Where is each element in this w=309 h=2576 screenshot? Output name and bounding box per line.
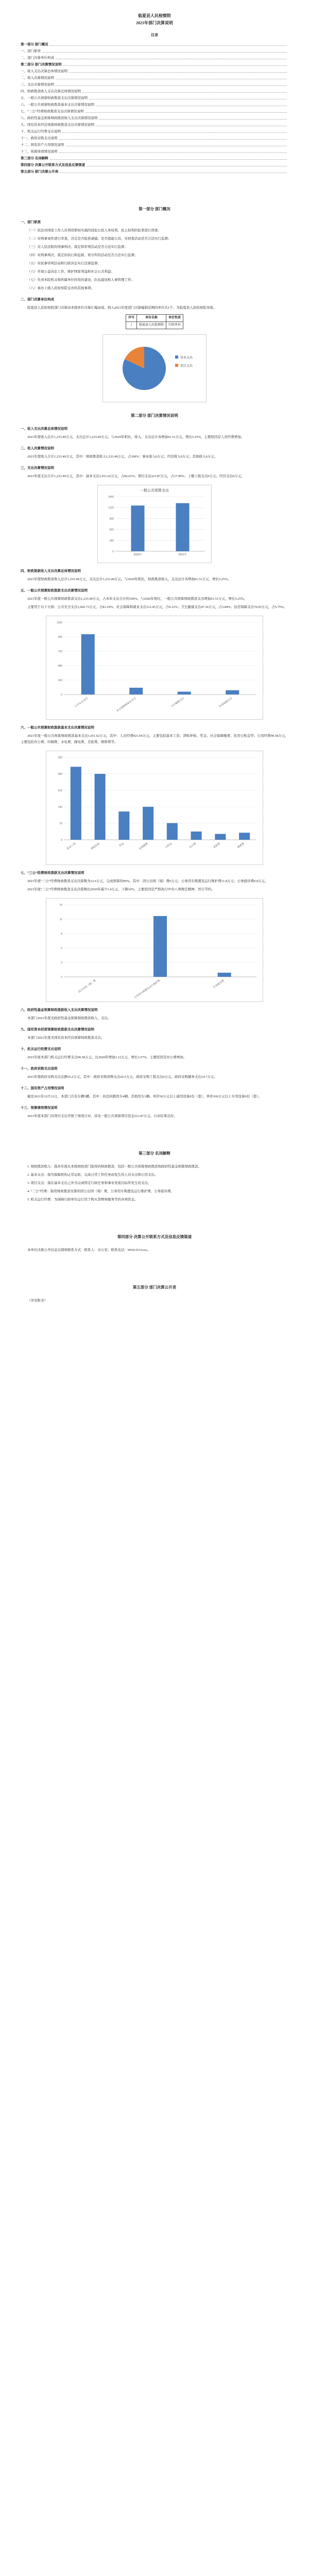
toc-item	[21, 155, 288, 162]
y-tick-label: 960	[58, 636, 62, 639]
toc-item-label: 三、支出决算情况说明	[21, 83, 54, 87]
toc-item-label: 第四部分 决算公开联系方式及信息反馈渠道	[21, 163, 85, 167]
x-tick-label: 维修费	[237, 842, 245, 850]
bar	[218, 973, 231, 977]
toc-item-label: 四、财政拨款收入支出决算总体情况说明	[21, 90, 81, 93]
legend-swatch	[175, 355, 178, 359]
bar	[153, 916, 167, 977]
section-heading: 十二、国有资产占用情况说明	[21, 1087, 64, 1090]
list-item: 2. 基本支出：指为保障机构正常运转、完成日常工作任务而发生的人员支出和公用支出。	[27, 1173, 158, 1177]
toc-item	[21, 75, 288, 81]
toc-item	[21, 88, 288, 95]
paragraph: 本部门2021年度无政府性基金预算财政拨款收入、支出。	[27, 1016, 111, 1020]
y-tick-label: 1120	[108, 506, 114, 510]
paragraph: 2021年度收入合计1,233.49万元，其中：财政拨款收入1,233.49万元，占100%；事业收入0万元；经营收入0万元；其他收入0万元。	[27, 455, 218, 459]
paragraph: 2021年度本部门对项目支出开展了绩效自评，涉及一般公共预算项目资金221.87万元，自评结果良好。	[27, 1114, 177, 1118]
bar	[215, 834, 226, 840]
table-row	[126, 322, 183, 329]
y-tick-label: 0	[61, 693, 62, 697]
x-tick-label: 2020年	[133, 553, 142, 556]
toc-item-label: 二、部门决算单位构成	[21, 56, 54, 60]
toc-item-label: 一、部门职责	[21, 49, 41, 53]
x-tick-label: 社会保障和就业支出	[116, 697, 137, 713]
toc-item-label: 第二部分 部门决算情况说明	[21, 63, 62, 66]
x-tick-label: 公务接待费	[212, 979, 225, 989]
part2-heading: 第二部分 部门决算情况说明	[131, 413, 178, 418]
part3-heading: 第三部分 名词解释	[139, 1151, 170, 1156]
y-tick-label: 14	[59, 904, 62, 907]
list-item: （三）对人民法院的刑事判决、裁定和审判活动是否合法实行监督；	[27, 245, 128, 249]
toc-item-label: 十、机关运行经费支出说明	[21, 130, 61, 133]
bar-chart	[46, 898, 263, 1002]
bar	[81, 634, 95, 694]
bar	[143, 807, 153, 840]
y-tick-label: 0	[61, 976, 62, 979]
part4-heading: 第四部分 决算公开联系方式及信息反馈渠道	[117, 1234, 192, 1239]
toc-item	[21, 162, 288, 168]
section-heading: 十、机关运行经费支出说明	[21, 1047, 61, 1051]
legend-label: 项目支出	[180, 365, 193, 368]
section-heading: 七、“三公”经费财政拨款支出决算情况说明	[21, 871, 84, 875]
toc-item-label: 六、一般公共预算财政拨款基本支出决算情况说明	[21, 103, 94, 107]
y-tick-label: 0	[61, 839, 62, 842]
section-heading: 八、政府性基金预算财政拨款收入支出决算情况说明	[21, 1008, 98, 1012]
bar	[95, 774, 106, 840]
bar	[176, 503, 190, 551]
toc-item	[21, 68, 288, 75]
table-cell: 行政单位	[166, 322, 183, 329]
x-tick-label: 奖金	[118, 842, 125, 848]
toc-item-label: 十一、政府采购支出说明	[21, 137, 58, 140]
y-tick-label: 720	[58, 650, 62, 653]
section-heading: 九、国有资本经营预算财政拨款支出决算情况说明	[21, 1028, 94, 1031]
list-item: 4. “三公”经费：指用财政拨款安排的因公出国（境）费、公务用车购置及运行维护费、公务接待费。	[27, 1190, 175, 1193]
paragraph: 截至2021年12月31日，本部门共有车辆5辆，其中：执法执勤用车4辆、其他用车1辆。单价50万元以上通用设备0台（套），单价100万元以上专用设备0台（套）。	[27, 1095, 262, 1098]
y-tick-label: 8	[61, 933, 62, 936]
toc-item	[21, 41, 288, 48]
toc-item-label: 第五部分 部门决算公开表	[21, 170, 59, 174]
y-tick-label: 3	[61, 961, 62, 964]
toc-item	[21, 142, 288, 148]
x-tick-label: 基本工资	[66, 842, 77, 851]
chart-title: 一般公共预算支出	[140, 489, 169, 493]
x-tick-label: 津贴补贴	[90, 842, 101, 851]
bar	[191, 832, 202, 840]
toc-item-label: 第三部分 名词解释	[21, 157, 48, 160]
y-tick-label: 11	[59, 918, 62, 921]
section-heading: 十三、预算绩效情况说明	[21, 1106, 58, 1110]
toc-item-label: 八、政府性基金预算财政拨款收入支出决算情况说明	[21, 116, 98, 120]
doc-title-org: 临夏县人民检察院	[138, 13, 171, 18]
bar	[71, 767, 81, 840]
list-item: （六）开展公益诉讼工作，维护国家利益和社会公共利益；	[27, 270, 114, 274]
x-tick-label: 公务用车购置及运行维护费	[133, 979, 161, 1000]
toc-item	[21, 81, 288, 88]
toc-item	[21, 108, 288, 115]
toc-item	[21, 95, 288, 101]
list-item: （四）对刑事判决、裁定的执行和监狱、看守所的活动是否合法实行监督；	[27, 253, 138, 257]
bar	[131, 505, 145, 551]
section-heading: 十一、政府采购支出说明	[21, 1067, 58, 1071]
toc-item	[21, 48, 288, 55]
toc-item-label: 九、国有资本经营预算财政拨款支出决算情况说明	[21, 123, 94, 127]
y-tick-label: 140	[58, 806, 62, 809]
toc-item	[21, 135, 288, 142]
x-tick-label: 公共安全支出	[74, 697, 89, 708]
section-heading: 一、收入支出决算总体情况说明	[21, 427, 67, 431]
glossary-list	[21, 1164, 288, 1203]
y-tick-label: 840	[109, 517, 114, 521]
part5-heading: 第五部分 部门决算公开表	[132, 1285, 177, 1290]
bar	[239, 833, 250, 840]
table-header-cell: 单位性质	[166, 315, 183, 322]
y-tick-label: 70	[59, 822, 62, 825]
toc-item	[21, 168, 288, 175]
bar-chart	[46, 616, 263, 720]
x-tick-label: 社保缴费	[138, 842, 149, 851]
paragraph: 2021年度支出合计1,233.49万元，其中：基本支出1,011.62万元，占82.01%；项目支出221.87万元，占17.99%；上缴上级支出0万元；经营支出0万元。	[27, 474, 245, 478]
toc-item-label: 二、收入决算情况说明	[21, 76, 54, 80]
section-heading: 六、一般公共预算财政拨款基本支出决算情况说明	[21, 726, 94, 730]
duties-list	[21, 228, 288, 292]
list-item: （一）依法对国家工作人员利用职权实施的侵犯公民人身权利、民主权利的犯罪进行侦查；	[27, 229, 161, 232]
y-tick-label: 6	[61, 947, 62, 950]
y-tick-label: 1200	[56, 621, 62, 624]
x-tick-label: 卫生健康支出	[170, 697, 185, 708]
toc-item	[21, 55, 288, 61]
y-tick-label: 480	[58, 665, 62, 668]
section-heading: 三、支出决算情况说明	[21, 466, 54, 470]
toc-heading: 目录	[151, 33, 158, 37]
toc-item	[21, 122, 288, 128]
x-tick-label: 办公费	[188, 842, 197, 850]
paragraph: 2021年度收入总计1,233.49万元，支出总计1,233.49万元。与2020年相比，收入、支出总计各增加61.51万元，增长5.25%，主要原因是人员经费增加。	[27, 435, 245, 439]
paragraph: 主要用于以下方面：公共安全支出1,002.73万元，占81.29%；社会保障和就业支出112.45万元，占9.12%；卫生健康支出47.36万元，占3.84%；住房保障支出70.95万元，占5.75%。	[27, 605, 287, 609]
bar	[129, 688, 143, 694]
section-heading: 四、财政拨款收入支出决算总体情况说明	[21, 569, 81, 573]
legend-swatch	[175, 364, 178, 367]
legend-label: 基本支出	[180, 357, 193, 360]
table-header-cell: 单位名称	[136, 315, 166, 322]
paragraph: 本单位决算公开信息反馈和联系方式：联系人：办公室；联系电话：0930-5511xxx。	[27, 1248, 151, 1252]
y-tick-label: 240	[58, 679, 62, 682]
paragraph: 2021年度本部门机关运行经费支出90.58万元，比2020年增加3.12万元，增长3.57%，主要原因是办公费增加。	[27, 1056, 187, 1059]
paragraph: 2021年度“三公”经费财政拨款支出决算数为12.6万元，完成预算的90%。其中：因公出国（境）费0万元；公务用车购置及运行维护费11.8万元；公务接待费0.8万元。	[27, 879, 268, 883]
list-item: （七）负责本院机关和所属单位的党的建设、队伍建设和人事管理工作；	[27, 278, 134, 282]
list-item: （五）对民事审判活动和行政诉讼实行法律监督；	[27, 262, 101, 265]
x-tick-label: 差旅费	[213, 842, 221, 850]
toc-item-label: 五、一般公共预算财政拨款支出决算情况说明	[21, 96, 88, 100]
paragraph: （详见附表）	[27, 1299, 47, 1302]
y-tick-label: 280	[58, 773, 62, 776]
bar	[178, 691, 191, 694]
paragraph: 临夏县人民检察院部门决算由本级单位决算汇编而成。纳入2021年度部门决算编制范围的单位共1个，为临夏县人民检察院本级。	[27, 306, 217, 310]
bar-chart	[46, 751, 263, 865]
y-tick-label: 560	[109, 528, 114, 532]
paragraph: 2021年度“三公”经费财政拨款支出决算数比2020年减少1.4万元，下降10%，主要原因是严格执行中央八项规定精神，厉行节约。	[27, 888, 215, 891]
units-table	[126, 314, 183, 329]
list-item: （二）对刑事案件进行审查，决定是否批准逮捕、是否提起公诉，对侦查活动是否合法实行监督；	[27, 237, 171, 241]
section-heading: 二、收入决算情况说明	[21, 447, 54, 450]
toc-item-label: 十三、预算绩效情况说明	[21, 150, 58, 154]
y-tick-label: 0	[112, 550, 114, 553]
toc-item-label: 第一部分 部门概况	[21, 43, 48, 46]
paragraph: 2021年度一般公共预算财政拨款基本支出1,011.62万元，其中：人员经费921.04万元，主要包括基本工资、津贴补贴、奖金、社会保障缴费、住房公积金等；公用经费90.58万元，主要包括办公费、印刷费、水电费、邮电费、差旅费、维修费等。	[21, 734, 288, 744]
section-heading: 二、部门决算单位构成	[21, 298, 54, 301]
table-header-cell: 序号	[126, 315, 136, 322]
paragraph: 本部门2021年度无国有资本经营预算财政拨款支出。	[27, 1036, 105, 1040]
paragraph: 2021年度财政拨款收入总计1,233.49万元，支出总计1,233.49万元。与2020年相比，财政拨款收入、支出总计各增加61.51万元，增长5.25%。	[27, 578, 231, 581]
x-tick-label: 公积金	[164, 842, 173, 850]
list-item: （八）承办上级人民检察院交办的其他事项。	[27, 286, 94, 290]
toc-item	[21, 61, 288, 68]
paragraph: 2021年度政府采购支出总额35.2万元，其中：政府采购货物支出20.5万元、政府采购工程支出0万元、政府采购服务支出14.7万元。	[27, 1075, 217, 1079]
part1-heading: 第一部分 部门概况	[139, 207, 170, 211]
toc-item	[21, 148, 288, 155]
section-heading: 一、部门职责	[21, 221, 41, 224]
x-tick-label: 2021年	[178, 553, 187, 556]
toc-item-label: 一、收入支出决算总体情况说明	[21, 70, 67, 73]
toc-item-label: 七、“三公”经费财政拨款支出决算情况说明	[21, 110, 84, 113]
x-tick-label: 住房保障支出	[218, 697, 233, 708]
y-tick-label: 350	[58, 756, 62, 759]
x-tick-label: 因公出国（境）费	[78, 979, 97, 994]
table-cell: 1	[126, 322, 136, 329]
section-heading: 五、一般公共预算财政拨款支出决算情况说明	[21, 589, 88, 592]
bar	[118, 811, 129, 840]
table-of-contents	[21, 41, 288, 175]
pie-chart	[102, 334, 207, 402]
toc-item	[21, 101, 288, 108]
list-item: 5. 机关运行经费：为保障行政单位运行用于购买货物和服务等的各项资金。	[27, 1198, 138, 1201]
bar	[226, 690, 239, 694]
list-item: 3. 项目支出：指在基本支出之外为完成特定行政任务和事业发展目标所发生的支出。	[27, 1181, 151, 1185]
table-cell: 临夏县人民检察院	[136, 322, 166, 329]
bar	[167, 823, 178, 840]
bar-chart	[97, 485, 212, 563]
paragraph: 2021年度一般公共预算财政拨款支出1,233.49万元，占本年支出合计的100%。与2020年相比，一般公共预算财政拨款支出增加61.51万元，增长5.25%。	[27, 597, 247, 601]
toc-item	[21, 115, 288, 122]
doc-title: 2021年部门决算说明	[136, 21, 173, 25]
y-tick-label: 210	[58, 789, 62, 792]
toc-item-label: 十二、国有资产占用情况说明	[21, 143, 64, 147]
toc-item	[21, 128, 288, 135]
y-tick-label: 1400	[108, 496, 114, 499]
list-item: 1. 财政拨款收入：指本年度从本级财政部门取得的财政拨款，包括一般公共预算财政拨款和政府性基金预算财政拨款。	[27, 1165, 201, 1168]
y-tick-label: 280	[109, 539, 114, 543]
